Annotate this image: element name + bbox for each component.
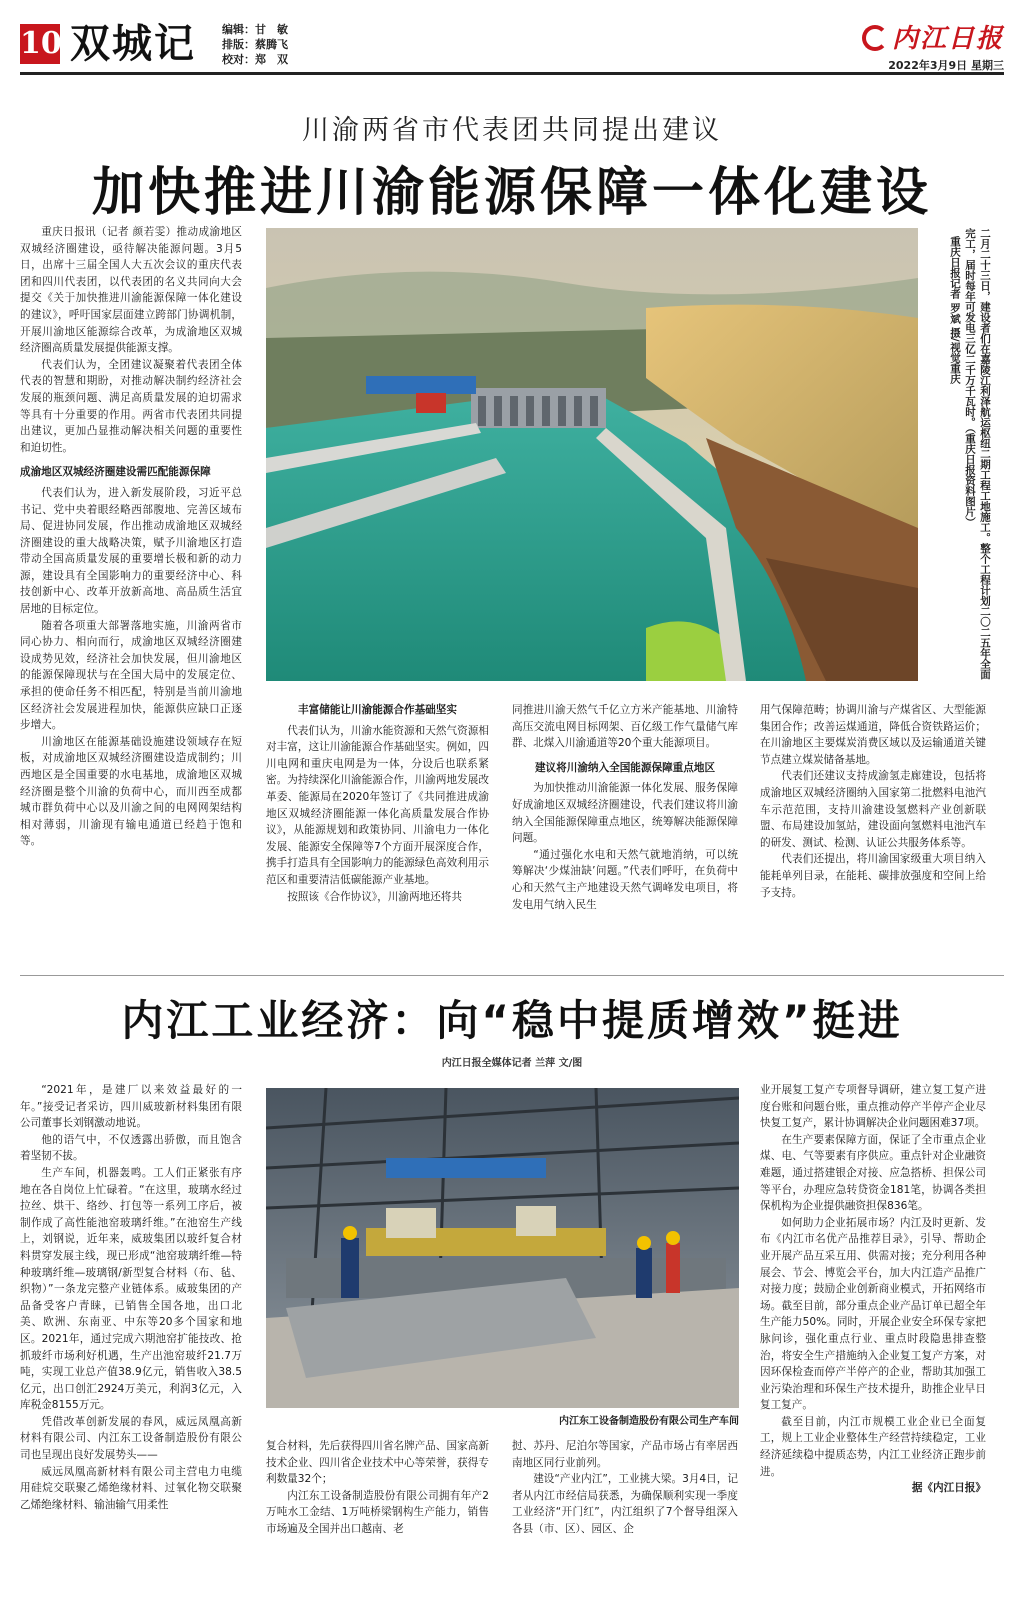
article1-photo-caption	[932, 228, 992, 688]
article1-column-1	[20, 224, 242, 956]
paragraph: “通过强化水电和天然气就地消纳，可以统筹解决‘少煤油缺’问题。”代表们呼吁，在负荷中心和天然气主产地建设天然气调峰发电项目，将发电用气纳入民生	[512, 848, 738, 911]
section-title: 双城记	[70, 20, 196, 67]
newspaper-logo-icon	[862, 25, 888, 51]
dam-photo-illustration	[266, 228, 918, 681]
paragraph: 代表们还建议支持成渝氢走廊建设，包括将成渝地区双城经济圈纳入国家第二批燃料电池汽车示范范围，支持川渝建设氢燃料产业创新联盟、布局建设加氢站，建设面向氢燃料电池汽车的研发、测试、检测、认证公共服务体系等。	[760, 770, 986, 849]
article2-column-1	[20, 1082, 242, 1582]
paragraph: 生产车间，机器轰鸣。工人们正紧张有序地在各自岗位上忙碌着。“在这里，玻璃水经过拉丝、烘干、络纱、打包等一系列工序后，被制作成了高性能池窑玻璃纤维。”在池窑生产线上，刘钢说，近年来，威玻集团以玻纤复合材料贯穿发展主线，现已形成“池窑玻璃纤维—特种玻璃纤维—玻璃钢/新型复合材料（布、毡、织物）”一条龙完整产业链体系。威玻集团的产品备受客户青睐，已销售全国各地，出口北美、欧洲、东南亚、中东等20多个国家和地区。2021年，通过完成六期池窑扩能技改、抢抓玻纤市场利好机遇，生产出池窑玻纤21.7万吨，实现工业总产值38.9亿元，销售收入38.5亿元，出口创汇2924万美元，利润3亿元，入库税金8155万元。	[20, 1166, 242, 1412]
paragraph: 川渝地区在能源基础设施建设领域存在短板，对成渝地区双城经济圈建设造成制约；川西地区是全国重要的水电基地，成渝地区双城经济圈是整个川渝的负荷中心，而川西至成都城市群负荷中心以及川渝之间的电网网架结构相对薄弱，川渝现有输电通道已经趋于饱和等。	[20, 735, 242, 848]
article1-subtitle: 川渝两省市代表团共同提出建议	[302, 115, 722, 146]
paragraph: 建设“产业内江”，工业挑大梁。3月4日，记者从内江市经信局获悉，为确保顺利实现一季度工业经济“开门红”，内江组织了7个督导组深入各县（市、区）、园区、企	[512, 1473, 738, 1535]
staff-editor: 编辑：甘 敏	[222, 23, 288, 36]
photo-caption-text: 二月二十三日，建设者们在嘉陵江利泽航运枢纽二期工程工地施工。整个工程计划二〇二五年全面完工，届时每年可发电三亿二千万千瓦时。（重庆日报资料图片）	[964, 228, 991, 680]
article2-column-4	[760, 1082, 986, 1584]
paragraph: 代表们认为，川渝水能资源和天然气资源相对丰富，这让川渝能源合作基础坚实。例如，四川电网和重庆电网是为一体，分设后也联系紧密。为持续深化川渝能源合作，川渝两地发展改革委、能源局在2020年签订了《共同推进成渝地区双城经济圈能源一体化高质量发展合作协议》，从能源规划和政策协同、川渝电力一体化发展、能源安全保障等7个方面开展深度合作，携手打造具有全国影响力的能源绿色高效利用示范区和重要清洁低碳能源产业基地。	[266, 724, 489, 886]
article1-subheading-3: 建议将川渝纳入全国能源保障重点地区	[534, 761, 716, 774]
photo-credit: 重庆日报记者 罗斌 摄/视觉重庆	[949, 236, 961, 384]
paragraph: 业开展复工复产专项督导调研，建立复工复产进度台账和问题台账，重点推动停产半停产企业尽快复工复产，累计协调解决企业问题困难37项。	[760, 1084, 986, 1130]
paragraph: 代表们认为，进入新发展阶段，习近平总书记、党中央着眼经略西部腹地、完善区域布局、促进协同发展，作出推动成渝地区双城经济圈建设的重大战略决策，赋予川渝地区打造带动全国高质量发展的重要增长极和新的动力源，建设具有全国影响力的重要经济中心、科技创新中心、改革开放新高地、高品质生活宜居地的目标定位。	[20, 486, 242, 616]
paragraph: 威远凤凰高新材料有限公司主营电力电缆用硅烷交联聚乙烯绝缘材料、过氧化物交联聚乙烯绝缘材料、输油输气用柔性	[20, 1465, 242, 1511]
page-number: 10	[20, 24, 60, 64]
article2-column-2	[266, 1438, 489, 1584]
paragraph: 按照该《合作协议》，川渝两地还将共	[287, 890, 462, 903]
staff-proofreader: 校对：郑 双	[222, 53, 288, 66]
paragraph: 复合材料，先后获得四川省名牌产品、国家高新技术企业、四川省企业技术中心等荣誉，获得专利数量32个；	[266, 1440, 489, 1486]
dam-construction-photo	[266, 228, 918, 681]
article1-column-3	[512, 702, 738, 956]
article2-column-3	[512, 1438, 738, 1584]
paragraph: 内江东工设备制造股份有限公司拥有年产2万吨水工金结、1万吨桥梁钢构生产能力，销售市场遍及全国并出口越南、老	[266, 1489, 489, 1535]
article-separator	[20, 975, 1004, 976]
paragraph: 挝、苏丹、尼泊尔等国家，产品市场占有率居西南地区同行业前列。	[512, 1440, 738, 1469]
factory-workshop-photo	[266, 1088, 739, 1408]
article2-photo-caption: 内江东工设备制造股份有限公司生产车间	[559, 1416, 739, 1427]
article1-column-2	[266, 702, 489, 956]
paragraph: 如何助力企业拓展市场？内江及时更新、发布《内江市名优产品推荐目录》，引导、帮助企业开展产品互采互用、供需对接；充分利用各种展会、节会、博览会平台，加大内江造产品推广对接力度；鼓励企业创新商业模式，开拓网络市场。截至目前，部分重点企业产品订单已超全年生产能力50%。同时，开展企业安全环保专家把脉问诊，强化重点行业、重点时段隐患排查整治，将安全生产措施纳入企业复工复产方案，对因环保检查而停产半停产的企业，帮助其加强工业污染治理和环保生产技术提升，助推企业早日复工复产。	[760, 1216, 986, 1412]
newspaper-name: 内江日报	[891, 24, 1004, 54]
paragraph: 代表们认为，全团建议凝聚着代表团全体代表的智慧和期盼，对推动解决制约经济社会发展的瓶颈问题、满足高质量发展的迫切需求等具有十分重要的作用。两省市代表团共同提出建议，更加凸显推动解决相关问题的重要性和迫切性。	[20, 358, 242, 454]
paragraph: 截至目前，内江市规模工业企业已全面复工，规上工业企业整体生产经营持续稳定，工业经济延续稳中提质态势，内江工业经济正跑步前进。	[760, 1415, 986, 1478]
masthead-rule	[20, 72, 1004, 75]
staff-credits	[222, 22, 288, 67]
paragraph: 凭借改革创新发展的春风，威远凤凰高新材料有限公司、内江东工设备制造股份有限公司也呈现出良好发展势头——	[20, 1415, 242, 1462]
paragraph: 他的语气中，不仅透露出骄傲，而且饱含着坚韧不拔。	[20, 1133, 242, 1163]
issue-date: 2022年3月9日 星期三	[888, 59, 1004, 72]
article1-subheading-2: 丰富储能让川渝能源合作基础坚实	[298, 704, 457, 716]
factory-photo-illustration	[266, 1088, 739, 1408]
paragraph: 重庆日报讯（记者 颜若雯）推动成渝地区双城经济圈建设，亟待解决能源问题。3月5日，出席十三届全国人大五次会议的重庆代表团和四川代表团，以代表团的名义共同向大会提交《关于加快推进川渝能源保障一体化建设的建议》，呼吁国家层面建立跨部门协调机制，开展川渝地区能源综合改革，为成渝地区双城经济圈高质量发展提供能源支撑。	[20, 226, 242, 355]
paragraph: 在生产要素保障方面，保证了全市重点企业煤、电、气等要素有序供应。重点针对企业融资难题，通过搭建银企对接、应急搭桥、担保公司等平台，办理应急转贷资金181笔，协调各类担保机构为企业提供融资担保836笔。	[760, 1133, 986, 1213]
article1-column-4	[760, 702, 986, 956]
paragraph: 代表们还提出，将川渝国家级重大项目纳入能耗单列目录，在能耗、碳排放强度和空间上给予支持。	[760, 853, 986, 899]
newspaper-logo	[862, 18, 1004, 73]
paragraph: 随着各项重大部署落地实施，川渝两省市同心协力、相向而行，成渝地区双城经济圈建设成势见效，经济社会加快发展，但川渝地区的能源保障现状与在全国大局中的发展定位、承担的使命任务不相匹配，特别是当前川渝地区经济社会发展进程加快，能源供应缺口正逐步增大。	[20, 619, 242, 732]
article1-subheading-1: 成渝地区双城经济圈建设需匹配能源保障	[20, 466, 211, 479]
paragraph: 同推进川渝天然气千亿立方米产能基地、川渝特高压交流电网目标网架、百亿级工作气量储气库群、北煤入川渝通道等20个重大能源项目。	[512, 704, 738, 750]
article2-byline: 内江日报全媒体记者 兰萍 文/图	[441, 1058, 583, 1069]
article2-title: 内江工业经济：向“稳中提质增效”挺进	[121, 996, 903, 1045]
paragraph: “2021年，是建厂以来效益最好的一年。”接受记者采访，四川威玻新材料集团有限公司董事长刘钢激动地说。	[20, 1084, 242, 1130]
article2-source: 据《内江日报》	[911, 1482, 986, 1495]
staff-layout: 排版：蔡腾飞	[222, 38, 288, 51]
paragraph: 用气保障范畴；协调川渝与产煤省区、大型能源集团合作；改善运煤通道，降低合资铁路运价；在川渝地区主要煤炭消费区域以及运输通道关键节点建立煤炭储备基地。	[760, 704, 986, 766]
article1-title: 加快推进川渝能源保障一体化建设	[91, 163, 932, 223]
paragraph: 为加快推动川渝能源一体化发展、服务保障好成渝地区双城经济圈建设，代表们建议将川渝纳入全国能源保障重点地区，统筹解决能源保障问题。	[512, 782, 738, 845]
